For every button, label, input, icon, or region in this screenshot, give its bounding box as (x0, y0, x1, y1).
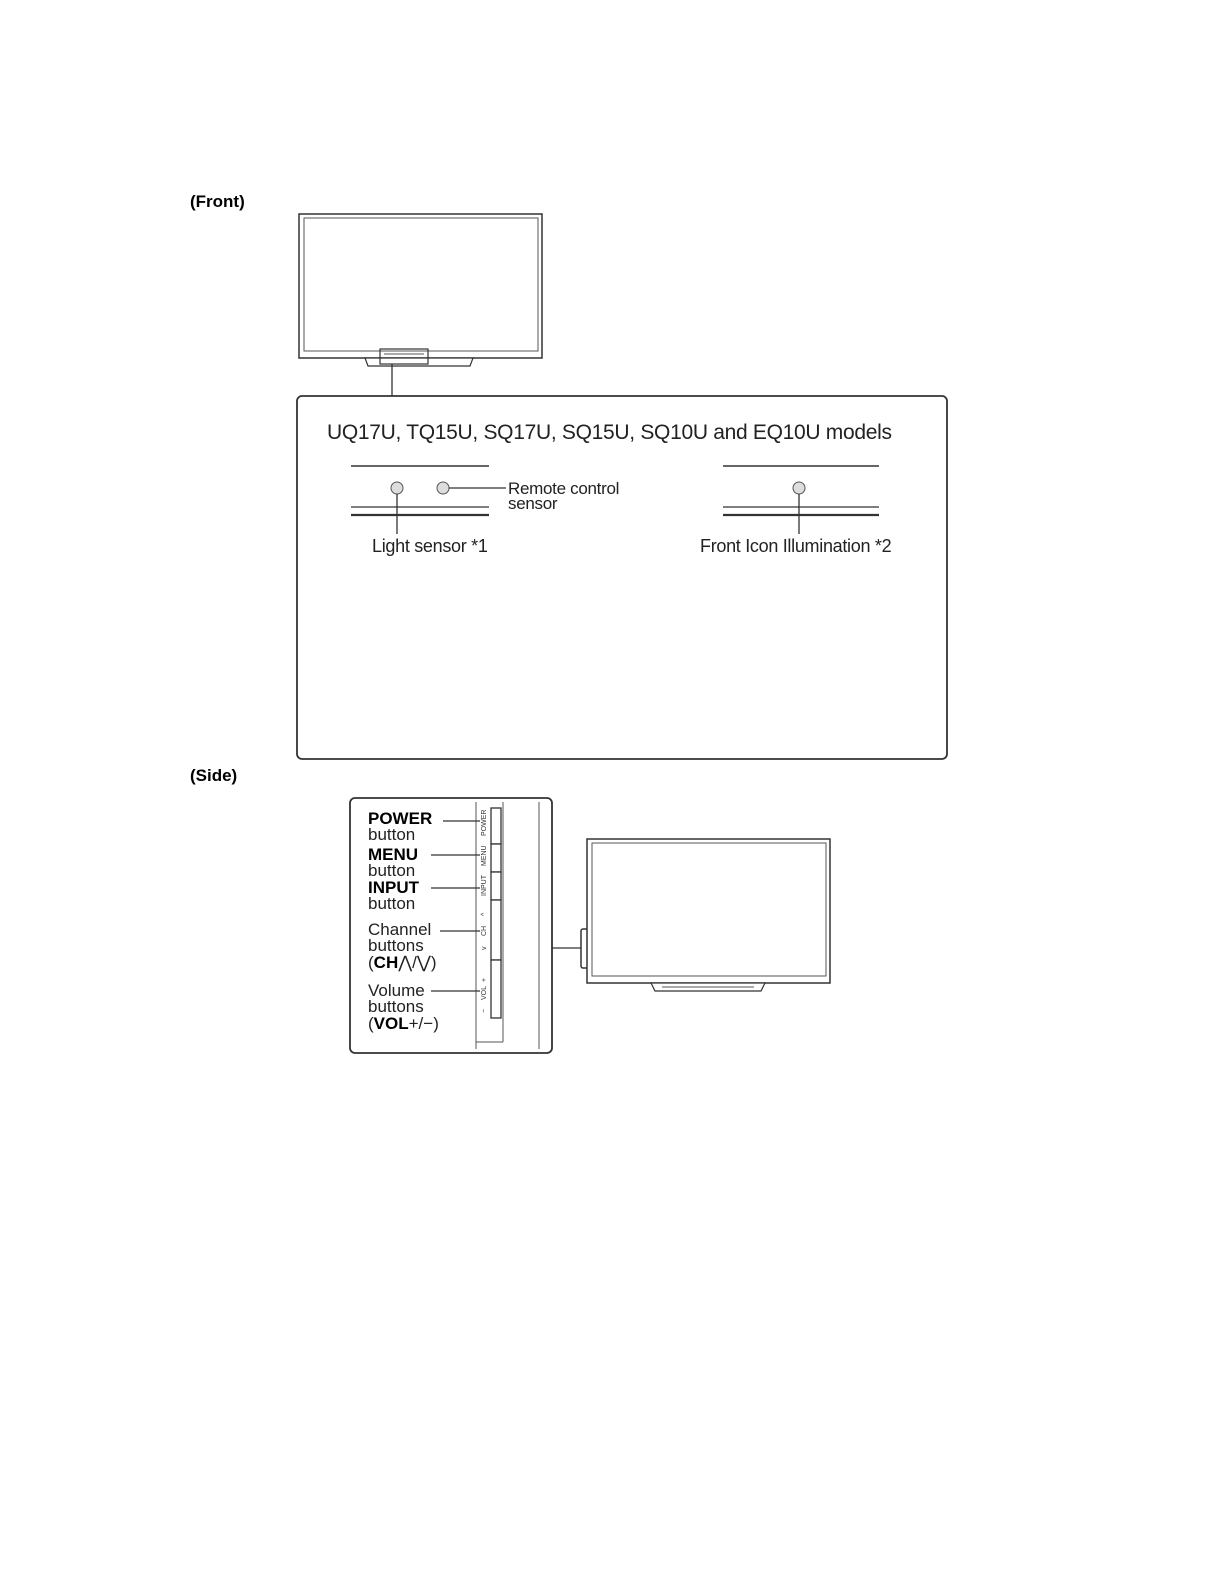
panel-input-text: INPUT (481, 875, 488, 896)
light-sensor-icon (391, 482, 403, 494)
channel-key (491, 900, 501, 960)
input-key (491, 872, 501, 900)
power-name: POWER (368, 809, 433, 828)
side-section-label: (Side) (190, 766, 238, 785)
panel-power-text: POWER (481, 809, 488, 836)
volume-buttons-label (368, 983, 439, 1032)
volume-open: ( (368, 1014, 374, 1033)
input-name: INPUT (368, 878, 419, 897)
light-sensor-label: Light sensor *1 (372, 536, 488, 556)
channel-close: ) (430, 953, 437, 972)
panel-ch-down-text: v (481, 946, 488, 950)
side-tv (587, 839, 830, 991)
front-section-label: (Front) (190, 192, 245, 211)
remote-sensor-line1: Remote control (508, 479, 620, 498)
menu-button-label (368, 847, 418, 879)
remote-sensor-label (508, 481, 619, 511)
volume-line1: Volume (368, 981, 425, 1000)
side-button-column (491, 808, 501, 1018)
menu-word: button (368, 861, 416, 880)
front-tv (299, 214, 542, 396)
models-title: UQ17U, TQ15U, SQ17U, SQ15U, SQ10U and EQ10U models (327, 421, 892, 444)
remote-sensor-line2: sensor (508, 494, 558, 513)
front-icon-illumination-icon (793, 482, 805, 494)
power-button-label (368, 811, 432, 843)
channel-open: ( (368, 953, 374, 972)
panel-plus-text: + (481, 977, 488, 982)
input-word: button (368, 894, 416, 913)
menu-key (491, 844, 501, 872)
volume-key (491, 960, 501, 1018)
channel-line2: buttons (368, 936, 424, 955)
panel-ch-up-text: ^ (481, 912, 488, 916)
power-key (491, 808, 501, 844)
panel-menu-text: MENU (481, 845, 488, 866)
input-button-label (368, 880, 419, 912)
panel-ch-text: CH (481, 925, 488, 936)
menu-name: MENU (368, 845, 419, 864)
channel-symbols: ⋀/⋁ (398, 953, 431, 972)
panel-minus-text: − (481, 1008, 488, 1013)
volume-close: ) (433, 1014, 439, 1033)
remote-sensor-icon (437, 482, 449, 494)
panel-vol-text: VOL (481, 985, 488, 1000)
front-icon-label: Front Icon Illumination *2 (700, 536, 892, 556)
volume-line2: buttons (368, 997, 424, 1016)
front-detail-box (297, 396, 947, 759)
power-word: button (368, 825, 416, 844)
channel-name: CH (373, 953, 399, 972)
volume-symbols: +/− (408, 1014, 434, 1033)
channel-line1: Channel (368, 920, 432, 939)
volume-name: VOL (373, 1014, 409, 1033)
channel-buttons-label (368, 922, 437, 971)
